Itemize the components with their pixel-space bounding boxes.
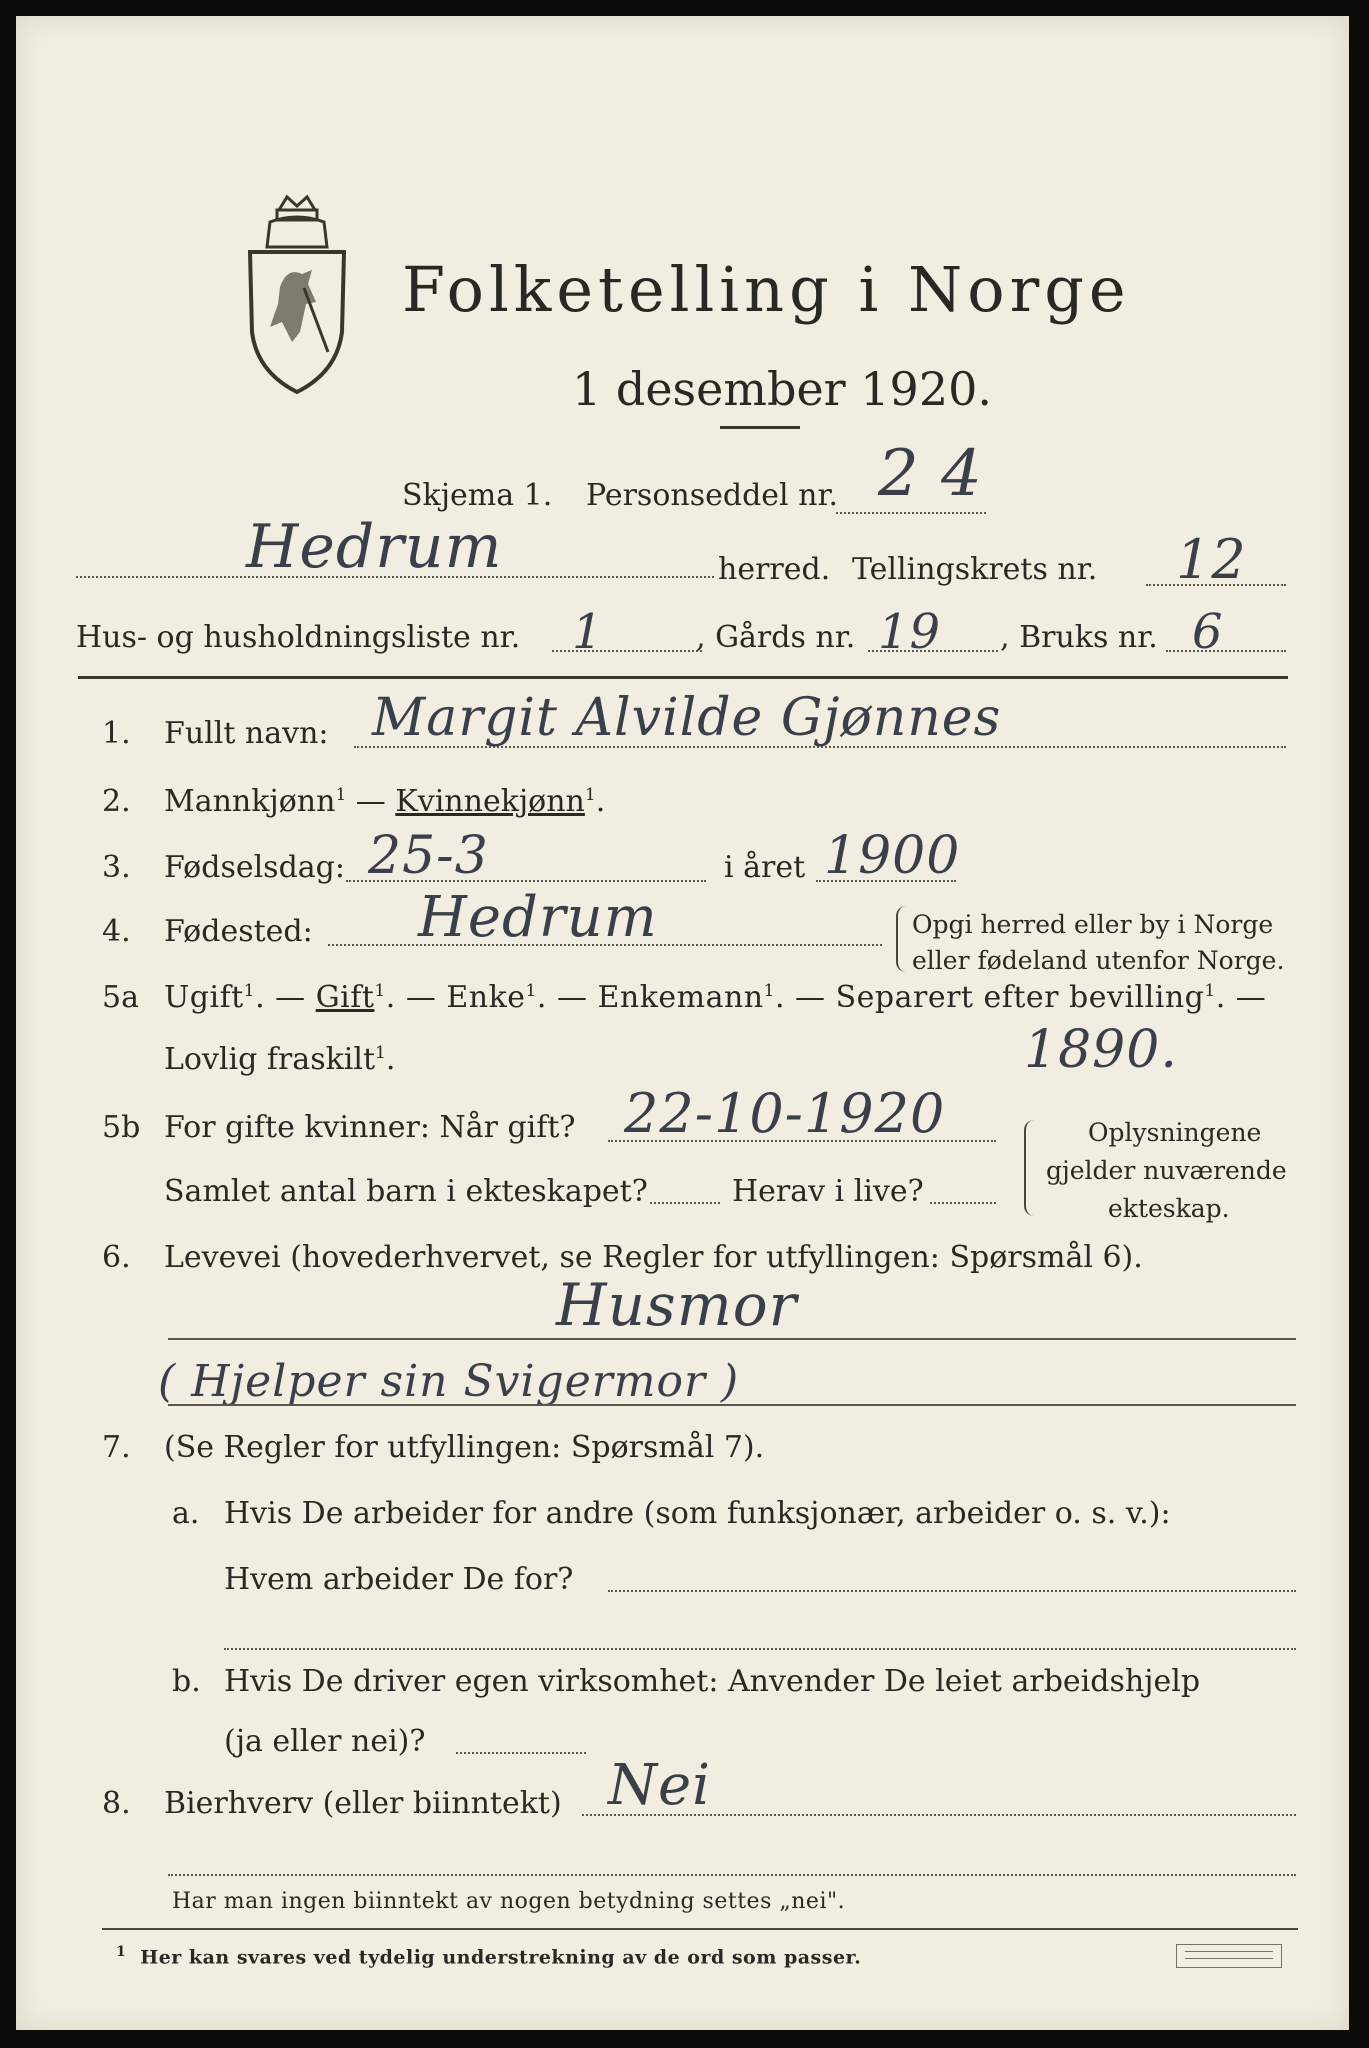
gender-options: Mannkjønn$^1$ — Kvinnekjønn$^1$. — [164, 784, 606, 819]
q7-label: (Se Regler for utfyllingen: Spørsmål 7). — [164, 1430, 765, 1465]
marriage-note-line1: Oplysningene — [1088, 1118, 1262, 1147]
q5a-number: 5a — [102, 980, 139, 1015]
marital-annotation: 1890. — [1024, 1020, 1178, 1080]
printer-stamp — [1176, 1944, 1282, 1968]
header-divider — [78, 676, 1288, 679]
q7a-letter: a. — [172, 1496, 200, 1531]
q8-number: 8. — [102, 1786, 131, 1821]
children-total-label: Samlet antal barn i ekteskapet? — [164, 1174, 648, 1209]
female-option-underlined: Kvinnekjønn — [395, 784, 585, 819]
full-name-value: Margit Alvilde Gjønnes — [372, 688, 1002, 748]
male-option: Mannkjønn — [164, 784, 336, 819]
marriage-note-line2: gjelder nuværende — [1046, 1156, 1287, 1185]
census-form-sheet — [16, 16, 1349, 2030]
footnote-divider — [102, 1928, 1298, 1930]
bruks-value: 6 — [1192, 604, 1224, 660]
herred-label: herred. — [718, 552, 831, 587]
divorced-option: Lovlig fraskilt$^1$. — [164, 1042, 396, 1077]
gards-value: 19 — [878, 604, 942, 660]
marriage-note-line3: ekteskap. — [1108, 1194, 1230, 1223]
marriage-date-value: 22-10-1920 — [624, 1082, 946, 1145]
marriage-date-label: For gifte kvinner: Når gift? — [164, 1110, 576, 1145]
q7b-letter: b. — [172, 1664, 201, 1699]
q7a-text: Hvis De arbeider for andre (som funksjonær, arbeider o. s. v.): — [224, 1496, 1171, 1531]
occupation-label: Levevei (hovederhvervet, se Regler for utfyllingen: Spørsmål 6). — [164, 1240, 1143, 1275]
children-alive-label: Herav i live? — [732, 1174, 924, 1209]
occupation-value-line1: Husmor — [556, 1271, 798, 1339]
birthplace-value: Hedrum — [418, 885, 658, 950]
side-income-label: Bierhverv (eller biinntekt) — [164, 1786, 562, 1821]
gards-label: , Gårds nr. — [696, 620, 856, 655]
hired-help-label: (ja eller nei)? — [224, 1724, 426, 1759]
q5b-number: 5b — [102, 1110, 141, 1145]
birthday-label: Fødselsdag: — [164, 850, 345, 885]
census-date: 1 desember 1920. — [572, 362, 992, 416]
side-income-value: Nei — [608, 1753, 712, 1818]
q2-number: 2. — [102, 784, 131, 819]
employer-label: Hvem arbeider De for? — [224, 1562, 574, 1597]
title-rule — [720, 426, 800, 429]
occupation-value-line2: ( Hjelper sin Svigermor ) — [158, 1356, 740, 1407]
birthplace-note-line1: Opgi herred eller by i Norge — [912, 910, 1274, 939]
footnote: $^1$ Her kan svares ved tydelig understrekning av de ord som passer. — [116, 1944, 862, 1969]
form-title: Folketelling i Norge — [402, 253, 1131, 326]
no-income-note: Har man ingen biinntekt av nogen betydning settes „nei". — [172, 1889, 846, 1914]
birthplace-label: Fødested: — [164, 914, 313, 949]
skjema-label: Skjema 1. — [402, 478, 553, 513]
herred-value: Hedrum — [246, 512, 503, 582]
bruks-label: , Bruks nr. — [1000, 620, 1158, 655]
birth-year-label: i året — [724, 850, 806, 885]
personseddel-value: 2 4 — [878, 437, 983, 511]
norway-coat-of-arms-icon — [242, 192, 352, 402]
q7-number: 7. — [102, 1430, 131, 1465]
birth-year-value: 1900 — [824, 826, 961, 886]
marital-status-options: Ugift$^1$. — Gift$^1$. — Enke$^1$. — Enkemann$^1$. — Separert efter bevilling$^1$. — — [164, 980, 1267, 1015]
married-option-underlined: Gift — [315, 980, 375, 1015]
q7b-text: Hvis De driver egen virksomhet: Anvender De leiet arbeidshjelp — [224, 1664, 1201, 1699]
q6-number: 6. — [102, 1240, 131, 1275]
personseddel-label: Personseddel nr. — [586, 478, 839, 513]
birthday-value: 25-3 — [368, 826, 489, 886]
q1-number: 1. — [102, 716, 131, 751]
husholdningsliste-label: Hus- og husholdningsliste nr. — [76, 620, 521, 655]
husholdningsliste-value: 1 — [572, 604, 604, 660]
q3-number: 3. — [102, 850, 131, 885]
tellingskrets-value: 12 — [1176, 528, 1247, 591]
q4-number: 4. — [102, 914, 131, 949]
birthplace-note-line2: eller fødeland utenfor Norge. — [912, 946, 1285, 975]
full-name-label: Fullt navn: — [164, 716, 329, 751]
tellingskrets-label: Tellingskrets nr. — [852, 552, 1098, 587]
